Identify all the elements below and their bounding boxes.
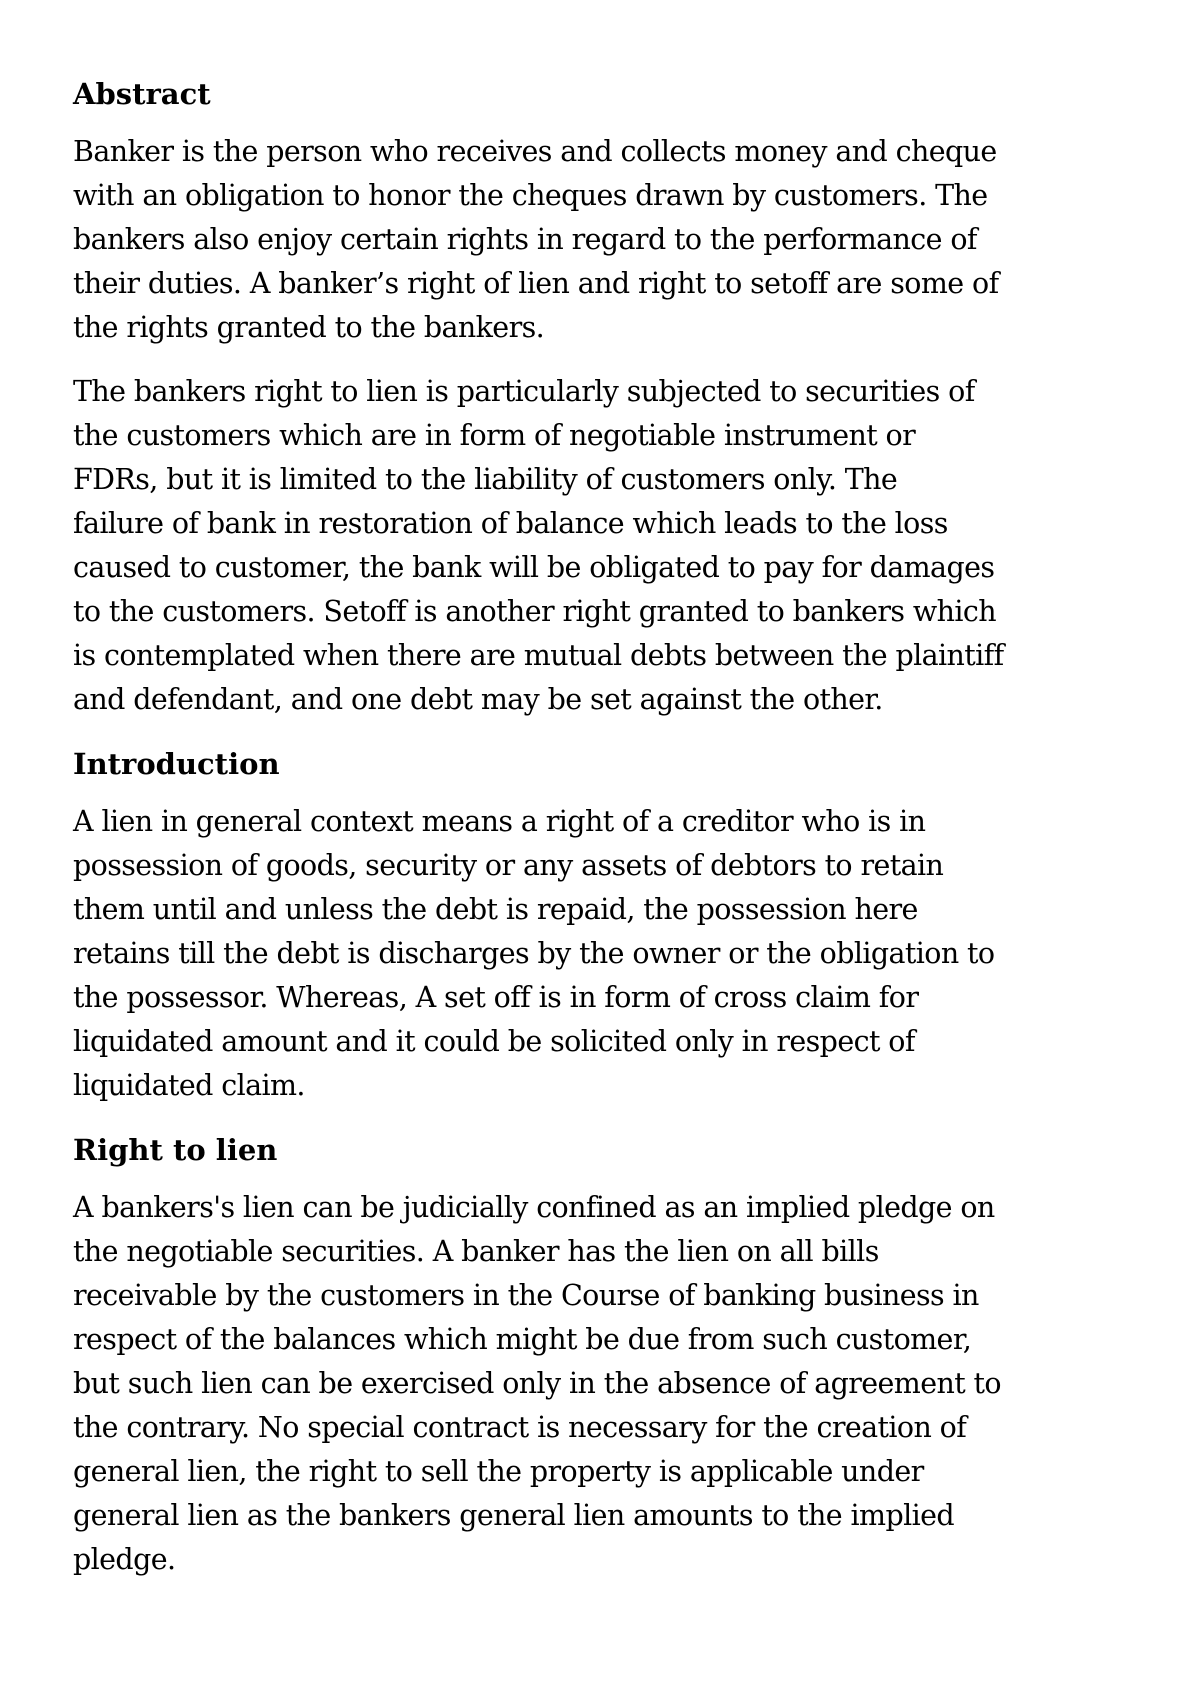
- text-line: A lien in general context means a right of a creditor who is in: [73, 805, 926, 838]
- text-line: general lien, the right to sell the property is applicable under: [73, 1455, 924, 1488]
- text-line: the negotiable securities. A banker has the lien on all bills: [73, 1235, 879, 1268]
- text-line: A bankers's lien can be judicially confined as an implied pledge on: [73, 1191, 995, 1224]
- text-line: FDRs, but it is limited to the liability of customers only. The: [73, 463, 898, 496]
- text-line: pledge.: [73, 1543, 176, 1576]
- text-line: possession of goods, security or any assets of debtors to retain: [73, 849, 944, 882]
- abstract-paragraph-1: [73, 130, 1130, 350]
- abstract-paragraph-2: [73, 370, 1130, 722]
- text-line: the contrary. No special contract is necessary for the creation of: [73, 1411, 967, 1444]
- right-to-lien-paragraph: [73, 1186, 1130, 1582]
- text-line: retains till the debt is discharges by the owner or the obligation to: [73, 937, 995, 970]
- text-line: receivable by the customers in the Course of banking business in: [73, 1279, 979, 1312]
- text-line: failure of bank in restoration of balance which leads to the loss: [73, 507, 948, 540]
- text-line: to the customers. Setoff is another right granted to bankers which: [73, 595, 997, 628]
- text-line: bankers also enjoy certain rights in regard to the performance of: [73, 223, 977, 256]
- text-line: but such lien can be exercised only in the absence of agreement to: [73, 1367, 1001, 1400]
- text-line: general lien as the bankers general lien amounts to the implied: [73, 1499, 955, 1532]
- text-line: liquidated claim.: [73, 1069, 305, 1102]
- text-line: them until and unless the debt is repaid, the possession here: [73, 893, 918, 926]
- text-line: The bankers right to lien is particularly subjected to securities of: [73, 375, 975, 408]
- text-line: Banker is the person who receives and collects money and cheque: [73, 135, 997, 168]
- text-line: their duties. A banker’s right of lien and right to setoff are some of: [73, 267, 999, 300]
- text-line: liquidated amount and it could be solicited only in respect of: [73, 1025, 915, 1058]
- text-line: the rights granted to the bankers.: [73, 311, 545, 344]
- section-heading-introduction: Introduction: [73, 747, 280, 781]
- section-heading-right-to-lien: Right to lien: [73, 1133, 278, 1167]
- text-line: caused to customer, the bank will be obligated to pay for damages: [73, 551, 995, 584]
- text-line: the possessor. Whereas, A set off is in form of cross claim for: [73, 981, 919, 1014]
- text-line: and defendant, and one debt may be set against the other.: [73, 683, 883, 716]
- text-line: the customers which are in form of negotiable instrument or: [73, 419, 916, 452]
- introduction-paragraph: [73, 800, 1130, 1108]
- text-line: with an obligation to honor the cheques drawn by customers. The: [73, 179, 988, 212]
- section-heading-abstract: Abstract: [73, 77, 211, 111]
- text-line: is contemplated when there are mutual debts between the plaintiff: [73, 639, 1004, 672]
- text-line: respect of the balances which might be due from such customer,: [73, 1323, 972, 1356]
